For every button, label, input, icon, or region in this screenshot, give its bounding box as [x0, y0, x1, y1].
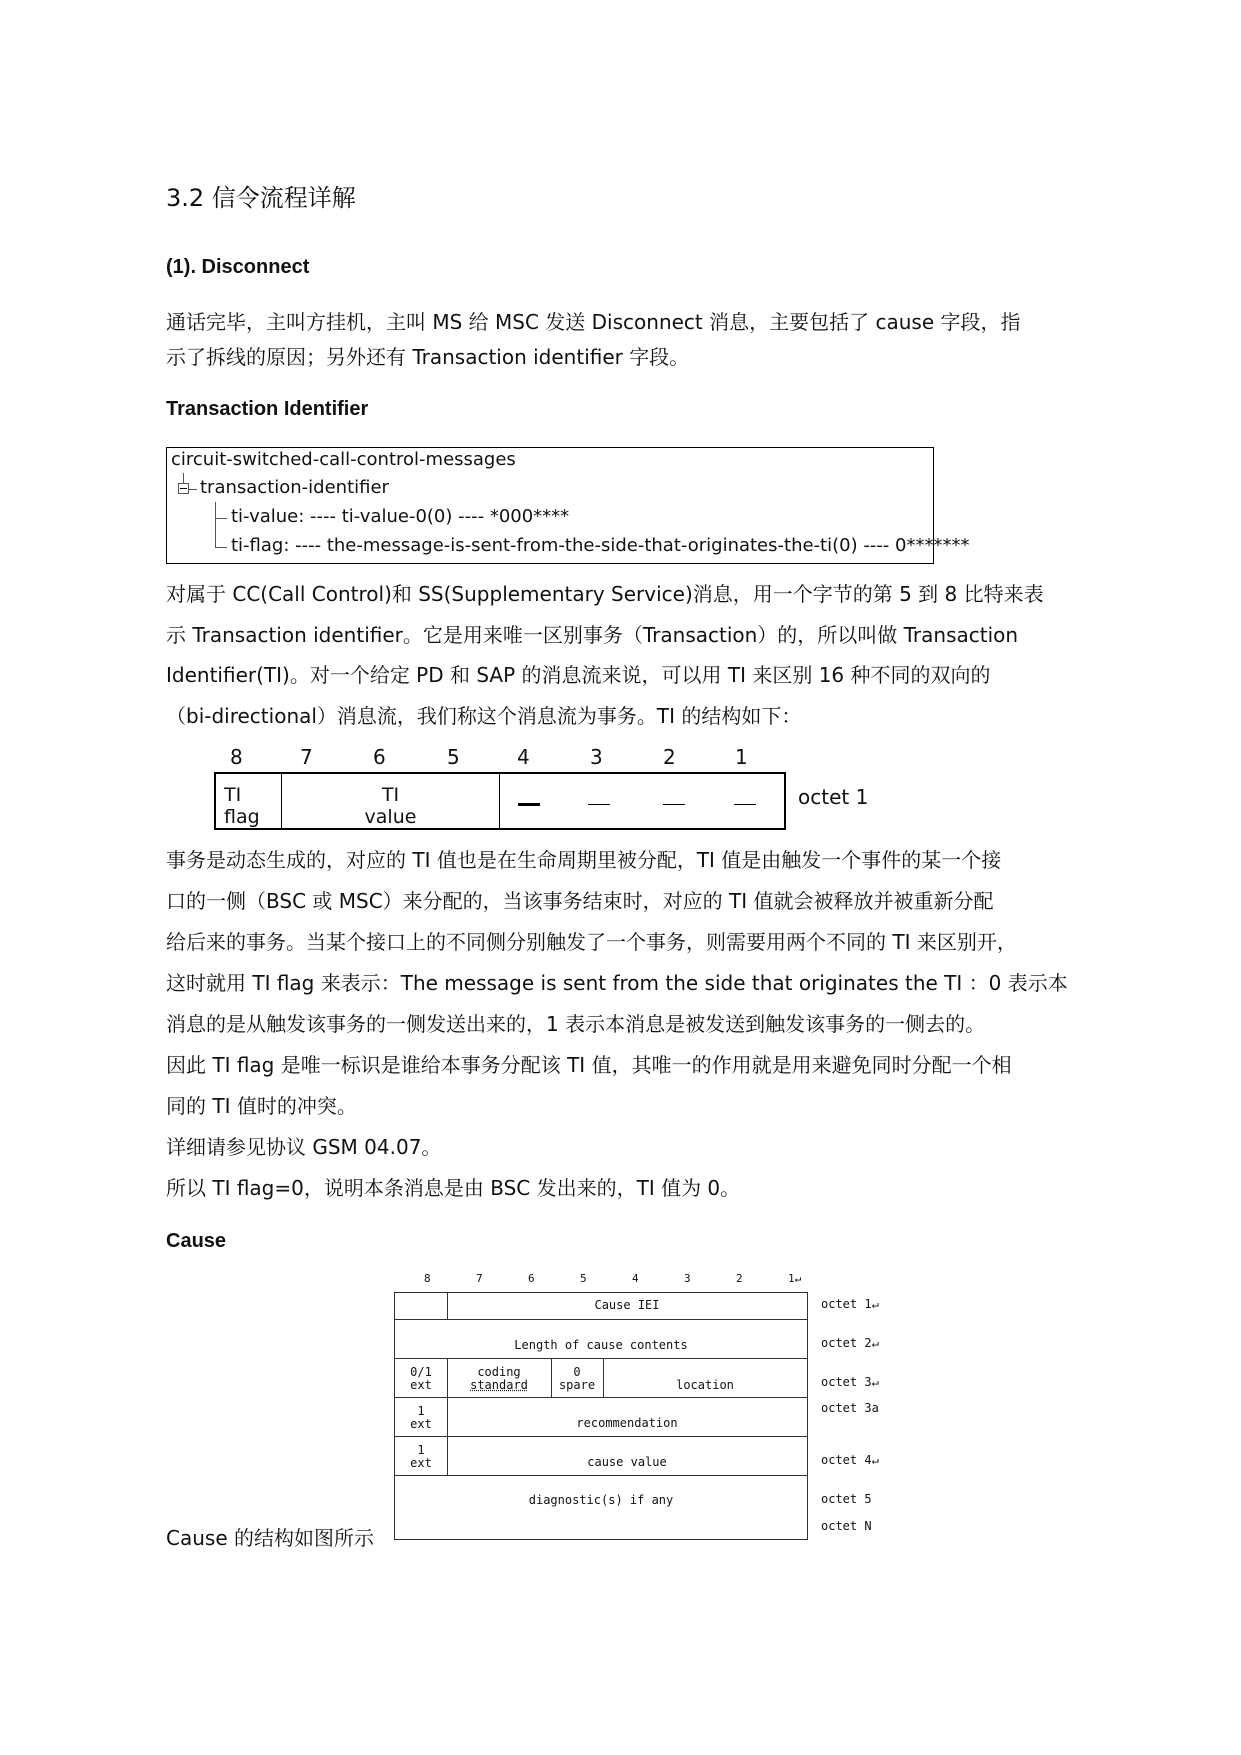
octet-label: octet 1↵ — [821, 1297, 879, 1311]
collapse-icon[interactable] — [178, 483, 189, 494]
dash-mark — [588, 804, 610, 805]
tree-leaf-ti-flag[interactable]: ti-flag: ---- the-message-is-sent-from-the-side-that-originates-the-ti(0) ---- 0******* — [231, 535, 970, 556]
bit-label: 3 — [684, 1272, 691, 1285]
coding-standard-cell — [447, 1366, 551, 1392]
ext-line: ext — [410, 1456, 432, 1470]
location-label: location — [676, 1378, 734, 1392]
cause-value-label: cause value — [587, 1455, 667, 1469]
bit-label: 8 — [424, 1272, 431, 1285]
cause-row-octet3a — [395, 1397, 807, 1437]
spare-line: 0 — [573, 1365, 581, 1379]
ti-structure-box — [214, 772, 786, 830]
ti-value-label-line: TI — [381, 784, 400, 806]
coding-line: coding — [477, 1365, 521, 1379]
bit-label: 2 — [663, 745, 676, 769]
ti-flag-label-line: flag — [224, 806, 260, 828]
tree-connector — [215, 502, 216, 547]
diagnostics-label: diagnostic(s) if any — [528, 1493, 674, 1507]
bit-label: 6 — [373, 745, 386, 769]
bit-label: 5 — [447, 745, 460, 769]
ext-cell — [395, 1405, 447, 1431]
tree-connector — [215, 518, 227, 519]
cause-row-octet4 — [395, 1436, 807, 1476]
bit-label: 2 — [736, 1272, 743, 1285]
tree-root: circuit-switched-call-control-messages — [171, 449, 516, 470]
coding-line: standard — [470, 1378, 528, 1392]
cause-structure-box — [394, 1292, 808, 1540]
bit-label: 1↵ — [788, 1272, 802, 1285]
disconnect-intro — [166, 305, 1091, 375]
bit-label: 3 — [590, 745, 603, 769]
cell-divider — [499, 774, 500, 828]
octet-label: octet 5 — [821, 1492, 872, 1506]
text-line: 这时就用 TI flag 来表示：The message is sent from the side that originates the TI ：0 表示本 — [166, 971, 1068, 995]
cause-row-octet3 — [395, 1358, 807, 1398]
spare-line: spare — [558, 1378, 596, 1392]
section-title: 3.2 信令流程详解 — [166, 184, 356, 212]
recommendation-label: recommendation — [576, 1416, 678, 1430]
ext-cell — [395, 1366, 447, 1392]
bit-label: 7 — [300, 745, 313, 769]
bit-label: 6 — [528, 1272, 535, 1285]
cause-heading: Cause — [166, 1230, 227, 1252]
ti-value-cell — [282, 784, 499, 838]
ext-line: ext — [410, 1378, 432, 1392]
bit-label: 4 — [517, 745, 530, 769]
text-line: 事务是动态生成的，对应的 TI 值也是在生命周期里被分配，TI 值是由触发一个事件的某一个接 — [166, 848, 1002, 872]
bit-label: 5 — [580, 1272, 587, 1285]
ti-value-label-line: value — [364, 806, 417, 828]
text-line: 对属于 CC(Call Control)和 SS(Supplementary Service)消息，用一个字节的第 5 到 8 比特来表 — [166, 582, 1044, 606]
ti-explanation — [166, 840, 1091, 1209]
cause-row-iei — [395, 1293, 807, 1320]
message-tree — [166, 447, 970, 564]
text-line: 同的 TI 值时的冲突。 — [166, 1094, 357, 1118]
cause-row-length — [395, 1319, 807, 1359]
tree-leaf-ti-value[interactable]: ti-value: ---- ti-value-0(0) ---- *000**** — [231, 506, 570, 527]
dash-mark — [663, 804, 685, 805]
text-line: Identifier(TI)。对一个给定 PD 和 SAP 的消息流来说，可以用 TI 来区别 16 种不同的双向的 — [166, 663, 991, 687]
text-line: 因此 TI flag 是唯一标识是谁给本事务分配该 TI 值，其唯一的作用就是用来避免同时分配一个相 — [166, 1053, 1012, 1077]
bit-label: 8 — [230, 745, 243, 769]
ti-flag-cell — [224, 784, 264, 838]
tree-node-transaction-identifier[interactable]: transaction-identifier — [200, 477, 389, 498]
cause-caption: Cause 的结构如图所示 — [166, 1526, 374, 1550]
dash-mark — [518, 803, 540, 806]
spare-cell — [551, 1366, 603, 1392]
text-line: 给后来的事务。当某个接口上的不同侧分别触发了一个事务，则需要用两个不同的 TI 来区别开， — [166, 930, 1017, 954]
disconnect-heading: (1). Disconnect — [166, 256, 310, 278]
text-line: 口的一侧（BSC 或 MSC）来分配的，当该事务结束时，对应的 TI 值就会被释放并被重新分配 — [166, 889, 994, 913]
octet-label: octet 1 — [798, 785, 869, 809]
octet-label: octet 4↵ — [821, 1453, 879, 1467]
cause-length-label: Length of cause contents — [514, 1338, 688, 1352]
tree-connector — [189, 489, 197, 490]
ti-flag-label-line: TI — [224, 784, 242, 806]
octet-label: octet 2↵ — [821, 1336, 879, 1350]
cause-iei-label: Cause IEI — [594, 1298, 660, 1312]
ti-description — [166, 574, 1091, 736]
bit-label: 1 — [735, 745, 748, 769]
text-line: 详细请参见协议 GSM 04.07。 — [166, 1135, 442, 1159]
text-line: 示了拆线的原因；另外还有 Transaction identifier 字段。 — [166, 345, 690, 369]
text-line: 通话完毕，主叫方挂机，主叫 MS 给 MSC 发送 Disconnect 消息，主要包括了 cause 字段，指 — [166, 310, 1021, 334]
dash-mark — [734, 804, 756, 805]
bit-label: 4 — [632, 1272, 639, 1285]
text-line: （bi-directional）消息流，我们称这个消息流为事务。TI 的结构如下： — [166, 703, 802, 728]
text-line: 所以 TI flag=0，说明本条消息是由 BSC 发出来的，TI 值为 0。 — [166, 1176, 741, 1200]
tree-connector — [183, 473, 184, 483]
octet-label: octet N — [821, 1519, 872, 1533]
ti-heading: Transaction Identifier — [166, 398, 369, 420]
ext-line: ext — [410, 1417, 432, 1431]
octet-label: octet 3↵ — [821, 1375, 879, 1389]
ext-line: 1 — [417, 1443, 425, 1457]
ext-line: 1 — [417, 1404, 425, 1418]
ext-cell — [395, 1444, 447, 1470]
bit-label: 7 — [476, 1272, 483, 1285]
text-line: 示 Transaction identifier。它是用来唯一区别事务（Transaction）的，所以叫做 Transaction — [166, 622, 1019, 647]
tree-connector — [215, 547, 227, 548]
ext-line: 0/1 — [410, 1365, 432, 1379]
text-line: 消息的是从触发该事务的一侧发送出来的，1 表示本消息是被发送到触发该事务的一侧去的。 — [166, 1012, 986, 1036]
octet-label: octet 3a — [821, 1401, 879, 1415]
